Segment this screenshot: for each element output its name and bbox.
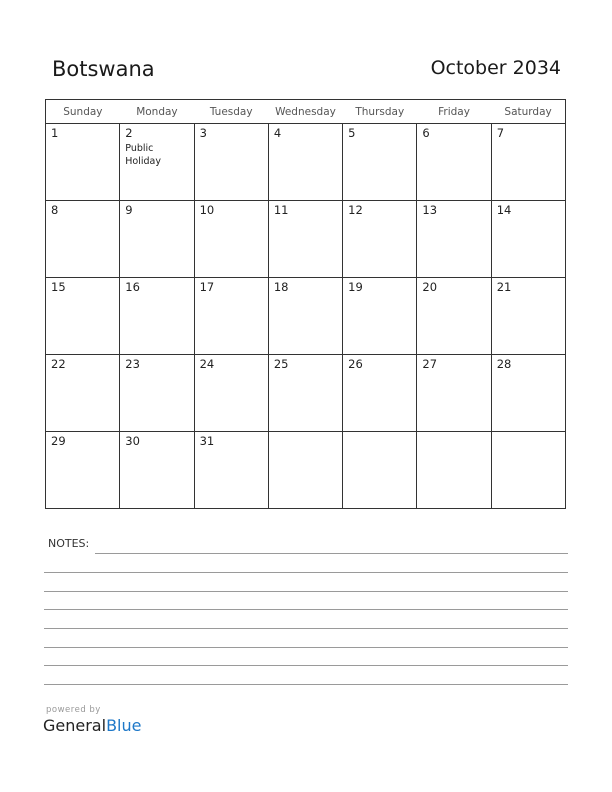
- day-number: 2: [125, 126, 133, 140]
- calendar-day-cell: [120, 432, 194, 509]
- calendar-day-cell: [343, 432, 417, 509]
- calendar-day-cell: [491, 355, 565, 432]
- powered-by-text: powered by: [46, 705, 101, 715]
- calendar-day-cell: [46, 201, 120, 278]
- weekday-tuesday: Tuesday: [194, 100, 268, 124]
- calendar-day-cell: [491, 124, 565, 201]
- calendar-day-cell: [268, 278, 342, 355]
- calendar-day-cell: [120, 201, 194, 278]
- notes-line: [95, 553, 568, 554]
- day-number: 23: [125, 357, 140, 371]
- brand-general: General: [43, 716, 107, 735]
- day-number: 10: [199, 203, 215, 217]
- calendar-day-cell: [194, 432, 268, 509]
- notes-line: [44, 572, 568, 573]
- weekday-header-row: [46, 100, 566, 124]
- calendar-day-cell: [46, 432, 120, 509]
- calendar-day-cell: [120, 278, 194, 355]
- day-number: 4: [273, 126, 282, 140]
- day-number: 7: [496, 126, 505, 140]
- calendar-week-row: [46, 355, 566, 432]
- month-year-title: October 2034: [430, 57, 561, 79]
- calendar-day-cell: [194, 278, 268, 355]
- day-number: 15: [51, 280, 66, 294]
- weekday-sunday: Sunday: [46, 100, 120, 124]
- calendar-day-cell: [343, 201, 417, 278]
- day-number: 21: [496, 280, 512, 294]
- day-number: 28: [496, 357, 512, 371]
- calendar-day-cell: [46, 124, 120, 201]
- calendar-day-cell: [491, 278, 565, 355]
- day-number: 9: [125, 203, 133, 217]
- day-number: 13: [422, 203, 438, 217]
- calendar-day-cell: [343, 124, 417, 201]
- notes-line: [44, 684, 568, 685]
- day-number: 22: [51, 357, 66, 371]
- day-number: 25: [273, 357, 289, 371]
- day-number: 11: [273, 203, 289, 217]
- day-number: 30: [125, 434, 140, 448]
- calendar-day-cell: [194, 201, 268, 278]
- calendar-day-cell: [417, 278, 491, 355]
- calendar-day-cell: [491, 201, 565, 278]
- notes-line: [44, 591, 568, 592]
- calendar-day-cell: [491, 432, 565, 509]
- notes-label: NOTES:: [48, 537, 90, 550]
- brand-logo: [43, 716, 141, 735]
- calendar-day-cell: [343, 278, 417, 355]
- notes-line: [44, 647, 568, 648]
- calendar-day-cell: [343, 355, 417, 432]
- weekday-wednesday: Wednesday: [268, 100, 342, 124]
- calendar-day-cell: [120, 355, 194, 432]
- calendar-day-cell: [417, 432, 491, 509]
- day-number: 16: [125, 280, 140, 294]
- calendar-day-cell: [268, 201, 342, 278]
- weekday-thursday: Thursday: [343, 100, 417, 124]
- day-number: 17: [199, 280, 215, 294]
- calendar-day-cell: [194, 124, 268, 201]
- calendar-day-cell: [417, 201, 491, 278]
- calendar-week-row: [46, 124, 566, 201]
- calendar-week-row: [46, 432, 566, 509]
- calendar-day-cell: [268, 124, 342, 201]
- notes-line: [44, 628, 568, 629]
- notes-line: [44, 665, 568, 666]
- calendar-day-cell: [46, 355, 120, 432]
- calendar-day-cell: [194, 355, 268, 432]
- day-number: 5: [348, 126, 356, 140]
- day-number: 19: [348, 280, 363, 294]
- notes-line: [44, 609, 568, 610]
- calendar-day-cell: [120, 124, 194, 201]
- day-number: 3: [199, 126, 207, 140]
- weekday-monday: Monday: [120, 100, 194, 124]
- day-number: 8: [51, 203, 59, 217]
- holiday-label: Public Holiday: [125, 143, 161, 167]
- day-number: 27: [422, 357, 438, 371]
- calendar-day-cell: [46, 278, 120, 355]
- weekday-saturday: Saturday: [491, 100, 565, 124]
- calendar-week-row: [46, 201, 566, 278]
- day-number: 31: [199, 434, 215, 448]
- brand-blue: Blue: [106, 716, 142, 735]
- calendar-day-cell: [417, 124, 491, 201]
- day-number: 6: [422, 126, 430, 140]
- day-number: 29: [51, 434, 66, 448]
- day-number: 1: [51, 126, 59, 140]
- day-number: 14: [496, 203, 512, 217]
- calendar-day-cell: [417, 355, 491, 432]
- day-number: 20: [422, 280, 438, 294]
- calendar-day-cell: [268, 355, 342, 432]
- day-number: 18: [273, 280, 289, 294]
- calendar-grid: [45, 99, 566, 509]
- day-number: 24: [199, 357, 215, 371]
- calendar-day-cell: [268, 432, 342, 509]
- country-title: Botswana: [52, 57, 155, 81]
- weekday-friday: Friday: [417, 100, 491, 124]
- day-number: 12: [348, 203, 363, 217]
- calendar-week-row: [46, 278, 566, 355]
- day-number: 26: [348, 357, 363, 371]
